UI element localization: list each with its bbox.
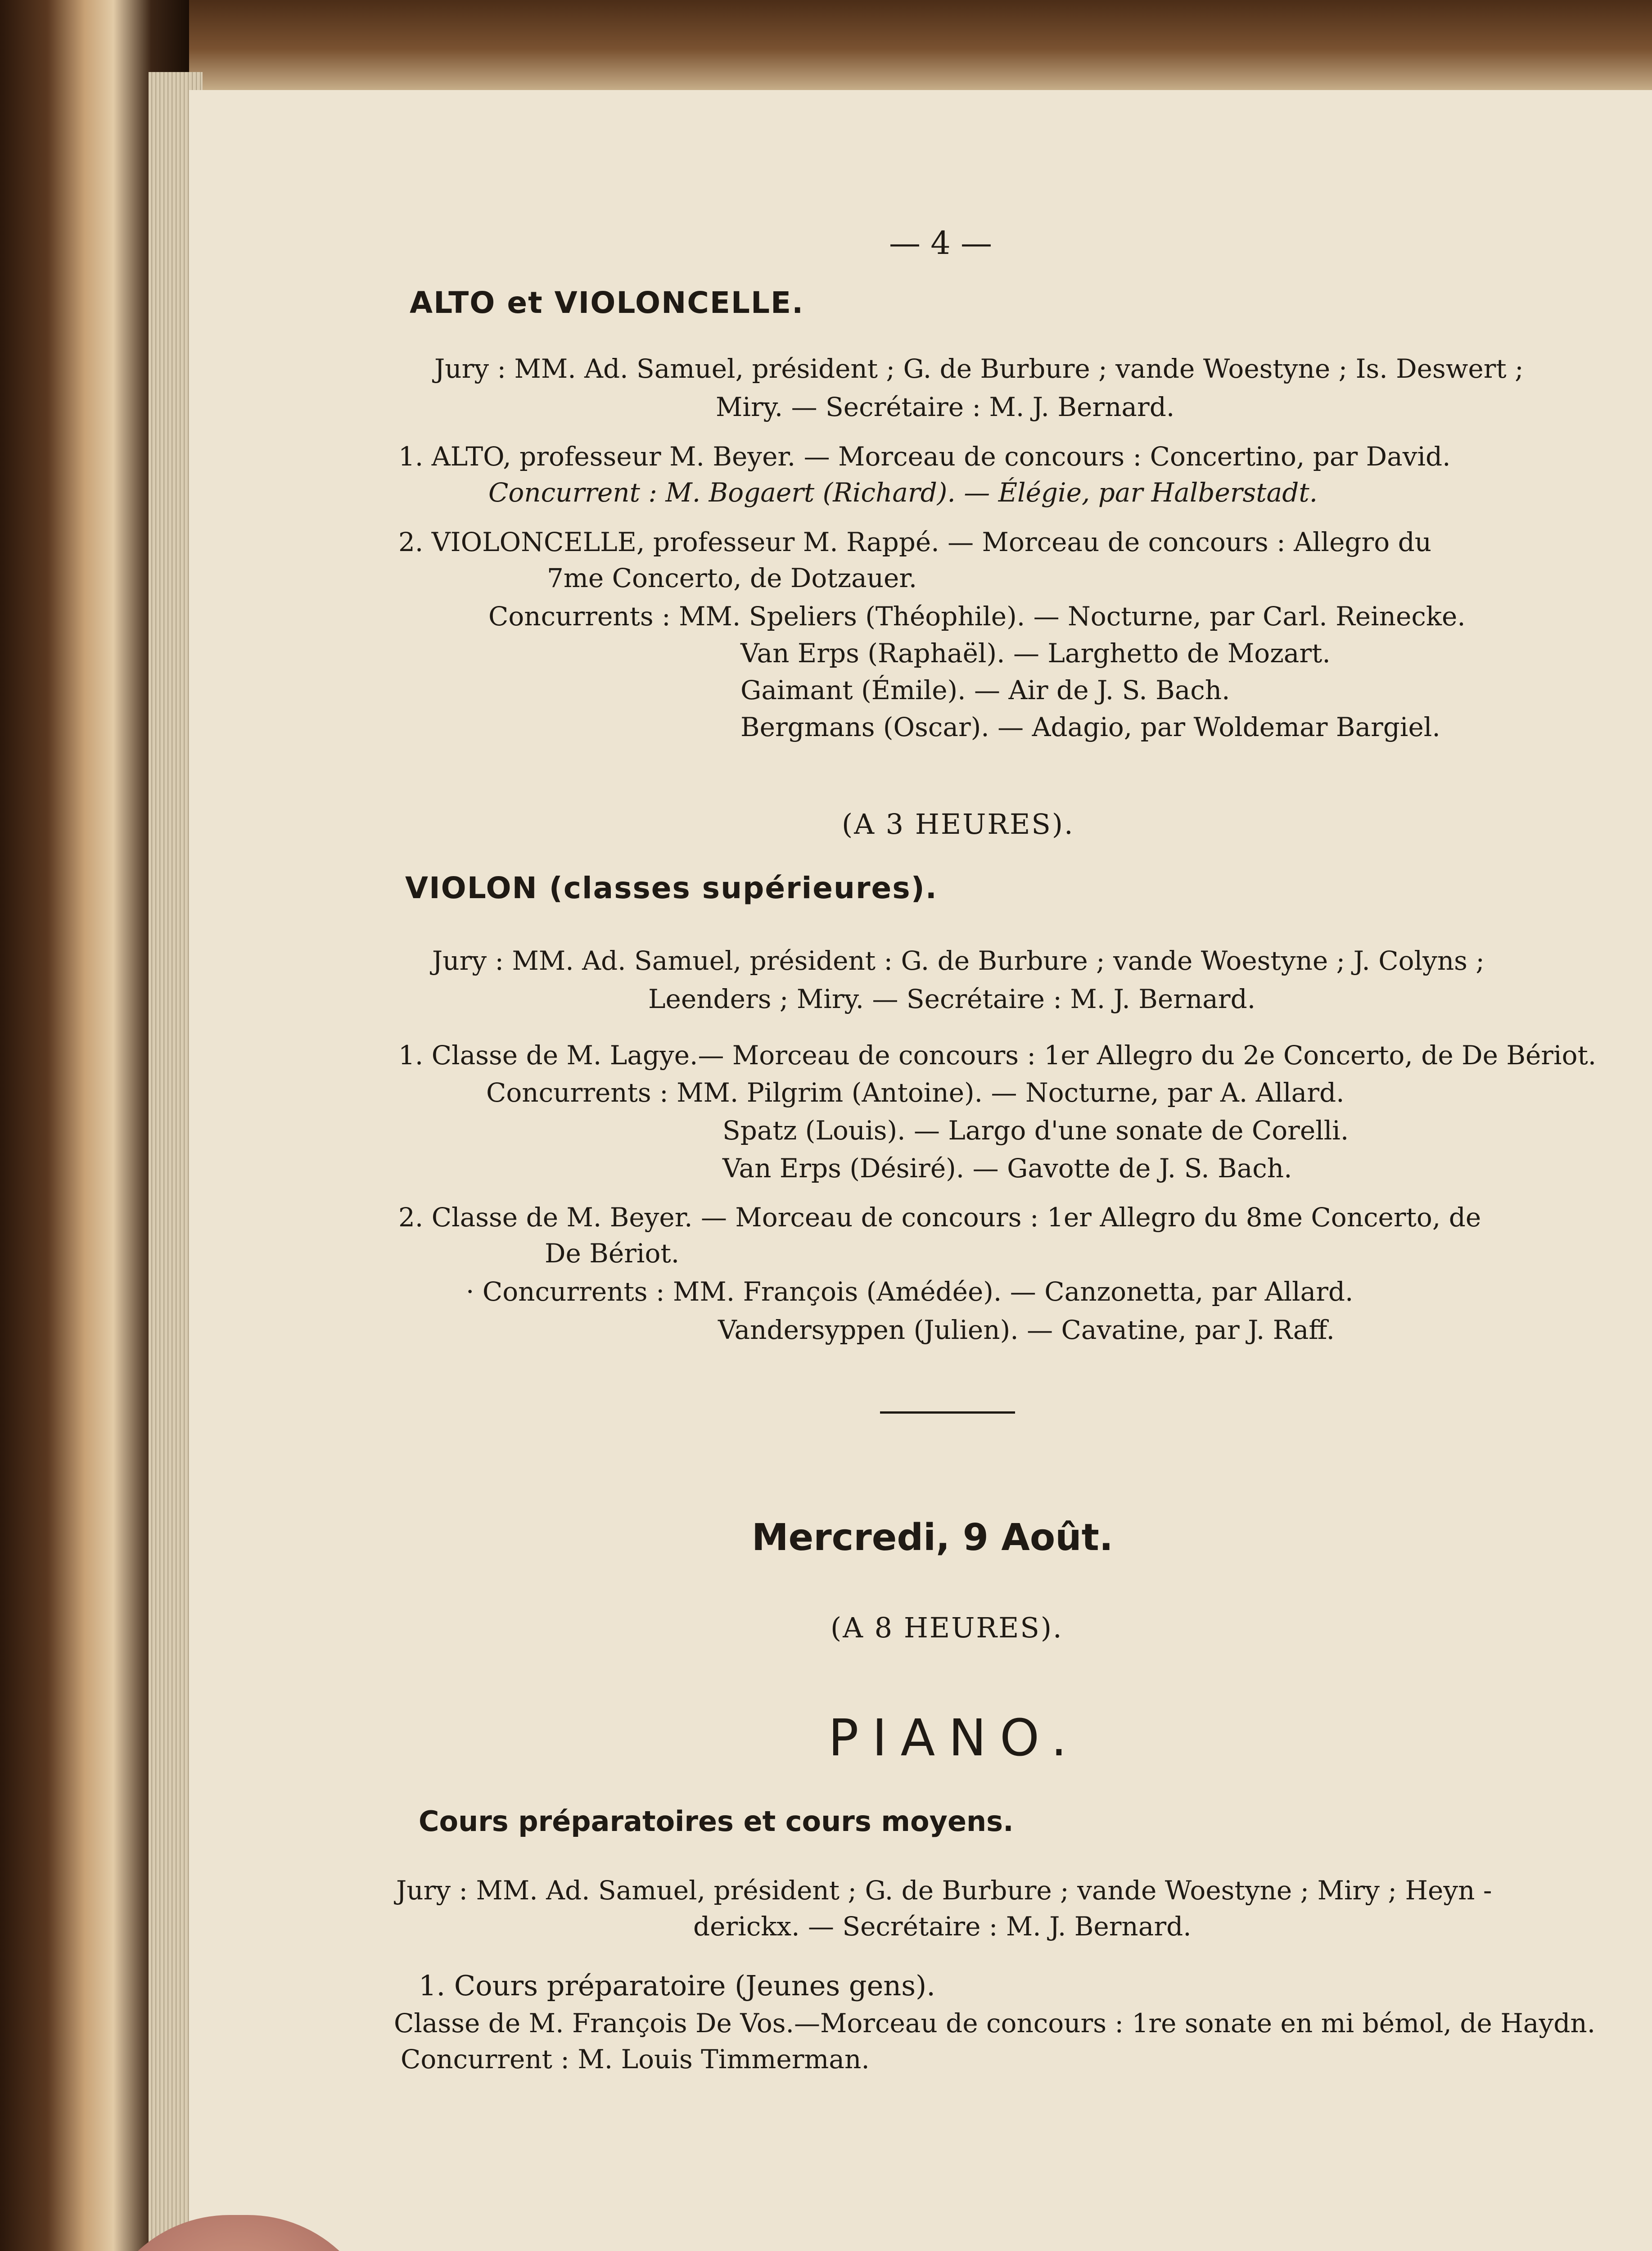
cello-item2-line1: 2. VIOLONCELLE, professeur M. Rappé. — Morceau de concours : Allegro du	[398, 527, 1432, 557]
date-heading: Mercredi, 9 Août.	[752, 1516, 1113, 1559]
violon-class2-line2: De Bériot.	[545, 1238, 680, 1269]
violon-class1-line1: 1. Classe de M. Lagye.— Morceau de concours : 1er Allegro du 2e Concerto, de De Bériot.	[398, 1040, 1597, 1071]
cello-item2-line2: 7me Concerto, de Dotzauer.	[547, 563, 917, 593]
piano-subheading: Cours préparatoires et cours moyens.	[419, 1805, 1014, 1838]
book-top-edge	[0, 0, 1652, 90]
violon-jury-line2: Leenders ; Miry. — Secrétaire : M. J. Bernard.	[648, 984, 1256, 1014]
time-heading-3h: (A 3 HEURES).	[842, 808, 1074, 841]
section-divider-rule	[880, 1411, 1015, 1414]
violon-class1-concurrent-row: Concurrents : MM. Pilgrim (Antoine). — Nocturne, par A. Allard.	[486, 1077, 1345, 1108]
violon-jury-line1: Jury : MM. Ad. Samuel, président : G. de Burbure ; vande Woestyne ; J. Colyns ;	[432, 945, 1485, 976]
violon-class2-concurrent-row: Vandersyppen (Julien). — Cavatine, par J. Raff.	[718, 1315, 1335, 1345]
cello-concurrent-row: Bergmans (Oscar). — Adagio, par Woldemar Bargiel.	[740, 712, 1440, 742]
piano-jury-line1: Jury : MM. Ad. Samuel, président ; G. de Burbure ; vande Woestyne ; Miry ; Heyn -	[396, 1875, 1492, 1906]
piano-jury-line2: derickx. — Secrétaire : M. J. Bernard.	[693, 1911, 1192, 1942]
section-heading-alto: ALTO et VIOLONCELLE.	[410, 285, 804, 320]
piano-item1-line1: 1. Cours préparatoire (Jeunes gens).	[419, 1969, 935, 2002]
violon-class2-concurrent-row: · Concurrents : MM. François (Amédée). — Canzonetta, par Allard.	[466, 1276, 1354, 1307]
cello-concurrent-row: Concurrents : MM. Speliers (Théophile). — Nocturne, par Carl. Reinecke.	[488, 601, 1466, 632]
cello-concurrent-row: Van Erps (Raphaël). — Larghetto de Mozart.	[740, 638, 1331, 669]
alto-jury-line1: Jury : MM. Ad. Samuel, président ; G. de Burbure ; vande Woestyne ; Is. Deswert ;	[434, 353, 1524, 384]
alto-jury-line2: Miry. — Secrétaire : M. J. Bernard.	[716, 392, 1175, 422]
alto-item1-line1: 1. ALTO, professeur M. Beyer. — Morceau de concours : Concertino, par David.	[398, 441, 1451, 472]
violon-class1-concurrent-row: Van Erps (Désiré). — Gavotte de J. S. Bach.	[722, 1153, 1292, 1184]
piano-item1-line2: Classe de M. François De Vos.—Morceau de concours : 1re sonate en mi bémol, de Haydn.	[394, 2008, 1596, 2039]
violon-class1-concurrent-row: Spatz (Louis). — Largo d'une sonate de Corelli.	[722, 1115, 1349, 1146]
section-heading-violon: VIOLON (classes supérieures).	[405, 871, 938, 905]
page-number: — 4 —	[889, 225, 993, 262]
alto-item1-line2: Concurrent : M. Bogaert (Richard). — Élégie, par Halberstadt.	[488, 477, 1318, 508]
cello-concurrent-row: Gaimant (Émile). — Air de J. S. Bach.	[740, 675, 1230, 705]
piano-item1-line3: Concurrent : M. Louis Timmerman.	[401, 2044, 870, 2075]
book-page	[189, 90, 1652, 2251]
piano-heading: PIANO.	[828, 1709, 1081, 1767]
violon-class2-line1: 2. Classe de M. Beyer. — Morceau de concours : 1er Allegro du 8me Concerto, de	[398, 1202, 1481, 1233]
time-heading-8h: (A 8 HEURES).	[831, 1611, 1063, 1644]
